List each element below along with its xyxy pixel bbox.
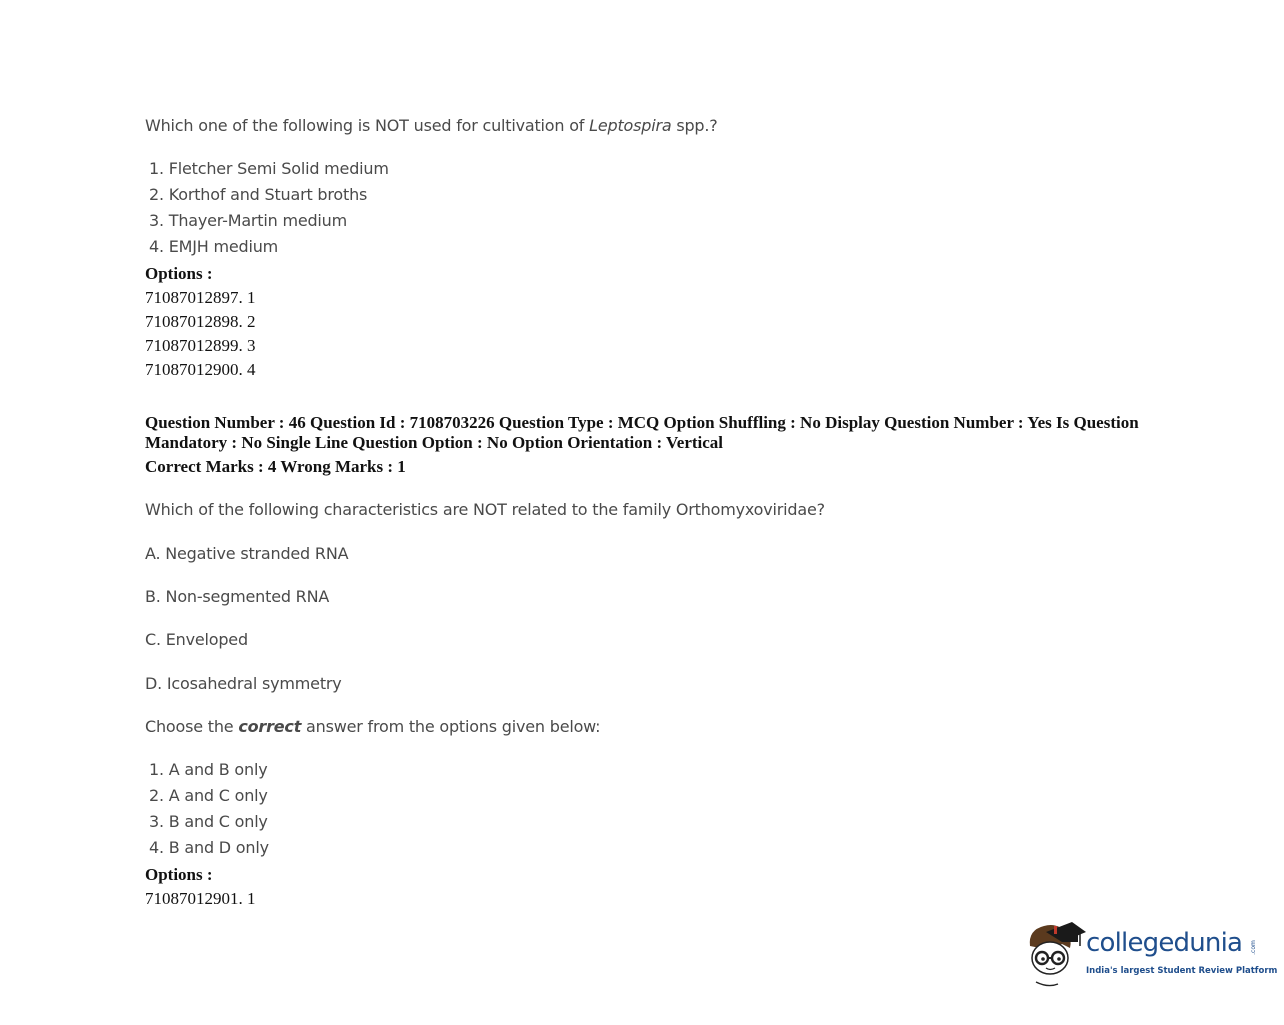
q46-stem: Which of the following characteristics are NOT related to the family Orthomyxoviridae? [145, 500, 825, 519]
q45-option-id-2: 71087012898. 2 [145, 312, 256, 331]
q45-option-id-1: 71087012897. 1 [145, 288, 256, 307]
q46-choice-3: 3. B and C only [149, 812, 268, 831]
q45-stem: Which one of the following is NOT used for cultivation of Leptospira spp.? [145, 116, 718, 135]
q46-choice-4: 4. B and D only [149, 838, 269, 857]
q46-choice-1: 1. A and B only [149, 760, 268, 779]
q46-choice-2: 2. A and C only [149, 786, 268, 805]
q46-instruction: Choose the correct answer from the options given below: [145, 717, 601, 736]
q45-choice-2: 2. Korthof and Stuart broths [149, 185, 368, 204]
q45-option-id-4: 71087012900. 4 [145, 360, 256, 379]
q45-option-id-3: 71087012899. 3 [145, 336, 256, 355]
q46-metadata: Question Number : 46 Question Id : 7108703226 Question Type : MCQ Option Shuffling : No Display Question Number : Yes Is Question Mandatory : No Single Line Question Option : No Option Orientation : Vertical [145, 413, 1139, 452]
logo-wordmark: collegedunia [1086, 928, 1243, 958]
q46-statement-a: A. Negative stranded RNA [145, 544, 349, 563]
q46-option-id-1: 71087012901. 1 [145, 889, 256, 908]
collegedunia-logo [1022, 916, 1278, 992]
q46-options-label: Options : [145, 865, 213, 884]
q45-choice-4: 4. EMJH medium [149, 237, 279, 256]
q46-statement-d: D. Icosahedral symmetry [145, 674, 342, 693]
q46-marks: Correct Marks : 4 Wrong Marks : 1 [145, 457, 406, 476]
q46-statement-b: B. Non-segmented RNA [145, 587, 330, 606]
q45-choice-1: 1. Fletcher Semi Solid medium [149, 159, 389, 178]
q45-choice-3: 3. Thayer-Martin medium [149, 211, 348, 230]
q45-options-label: Options : [145, 264, 213, 283]
mascot-graduation-cap-icon [1022, 916, 1086, 992]
q46-statement-c: C. Enveloped [145, 630, 248, 649]
logo-com: .com [1249, 940, 1257, 955]
logo-tagline: India's largest Student Review Platform [1086, 966, 1278, 976]
